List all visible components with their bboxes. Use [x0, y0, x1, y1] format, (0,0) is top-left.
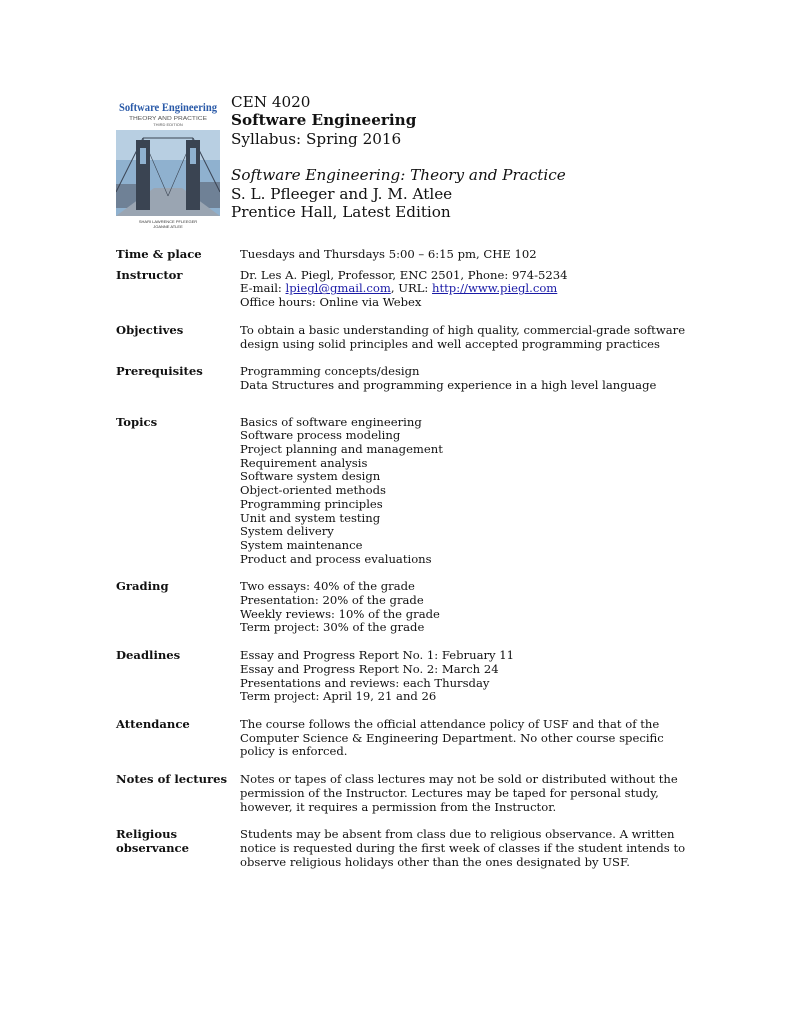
cover-subtitle: THEORY AND PRACTICE [129, 116, 208, 122]
topic-item: Basics of software engineering [240, 414, 422, 429]
section-label: Instructor [116, 267, 183, 282]
topic-item: Programming principles [240, 496, 383, 511]
office-hours: Office hours: Online via Webex [240, 295, 422, 310]
religious-line: Students may be absent from class due to religious observance. A written [240, 827, 675, 842]
grading-item: Term project: 30% of the grade [240, 620, 425, 635]
book-cover-image [116, 96, 220, 230]
section-attendance [116, 718, 676, 759]
cover-authors-line2: JOANNE ATLEE [153, 224, 183, 229]
email-prefix: E-mail: [240, 281, 286, 296]
prerequisite-item: Data Structures and programming experience in a high level language [240, 377, 657, 392]
course-header [231, 93, 566, 221]
section-grading [116, 580, 676, 635]
notes-line: however, it requires a permission from the Instructor. [240, 799, 557, 814]
deadline-item: Essay and Progress Report No. 1: February 11 [240, 648, 515, 663]
section-religious-observance [116, 827, 686, 869]
topic-item: Product and process evaluations [240, 551, 432, 566]
syllabus-sections [116, 247, 686, 869]
section-label: Attendance [116, 716, 190, 731]
topic-item: Project planning and management [240, 442, 443, 457]
religious-line: notice is requested during the first week of classes if the student intends to [240, 840, 686, 855]
section-label-line: observance [116, 840, 189, 855]
religious-line: observe religious holidays other than the ones designated by USF. [240, 854, 630, 869]
section-label: Topics [116, 414, 158, 429]
textbook-publisher: Prentice Hall, Latest Edition [231, 203, 451, 222]
section-instructor [116, 269, 676, 310]
grading-item: Presentation: 20% of the grade [240, 593, 424, 608]
attendance-line: The course follows the official attendance policy of USF and that of the [240, 716, 660, 731]
topic-item: Unit and system testing [240, 510, 381, 525]
header-spacer [231, 148, 566, 166]
attendance-line: policy is enforced. [240, 744, 348, 759]
cover-title: Software Engineering [119, 100, 217, 114]
cover-edition: THIRD EDITION [153, 122, 183, 127]
section-label: Prerequisites [116, 364, 203, 379]
section-label: Grading [116, 579, 169, 594]
section-label: Deadlines [116, 648, 181, 663]
cover-authors-line1: SHARI LAWRENCE PFLEEGER [138, 219, 198, 224]
section-label-line: Religious [116, 827, 178, 842]
section-prerequisites [116, 365, 676, 392]
section-label [116, 828, 240, 869]
section-notes-of-lectures [116, 773, 676, 814]
section-time-place [116, 248, 676, 262]
deadline-item: Term project: April 19, 21 and 26 [240, 689, 437, 704]
topic-item: System maintenance [240, 537, 363, 552]
url-prefix: , URL: [390, 281, 433, 296]
section-deadlines [116, 649, 676, 704]
section-topics [116, 416, 676, 567]
notes-line: Notes or tapes of class lectures may not be sold or distributed without the [240, 772, 678, 787]
section-label: Time & place [116, 247, 202, 261]
grading-item: Two essays: 40% of the grade [240, 579, 415, 594]
course-code: CEN 4020 [231, 93, 311, 111]
instructor-info: Dr. Les A. Piegl, Professor, ENC 2501, Phone: 974-5234 [240, 267, 568, 282]
grading-item: Weekly reviews: 10% of the grade [240, 606, 440, 621]
instructor-contact [240, 282, 676, 296]
time-place-text: Tuesdays and Thursdays 5:00 – 6:15 pm, CHE 102 [240, 247, 537, 261]
book-cover-illustration [116, 96, 220, 230]
section-objectives [116, 322, 686, 351]
topic-item: Requirement analysis [240, 455, 368, 470]
textbook-authors: S. L. Pfleeger and J. M. Atlee [231, 184, 453, 203]
section-label: Objectives [116, 322, 184, 337]
syllabus-term: Syllabus: Spring 2016 [231, 129, 402, 148]
deadline-item: Essay and Progress Report No. 2: March 24 [240, 661, 499, 676]
section-label: Notes of lectures [116, 772, 228, 787]
topic-item: Object-oriented methods [240, 483, 386, 498]
website-link[interactable]: http://www.piegl.com [432, 281, 558, 296]
textbook-title: Software Engineering: Theory and Practice [231, 166, 566, 185]
objectives-line: design using solid principles and well accepted programming practices [240, 336, 660, 351]
notes-line: permission of the Instructor. Lectures may be taped for personal study, [240, 785, 659, 800]
email-link[interactable]: lpiegl@gmail.com [285, 281, 391, 296]
prerequisite-item: Programming concepts/design [240, 364, 420, 379]
attendance-line: Computer Science & Engineering Department. No other course specific [240, 730, 664, 745]
topic-item: Software system design [240, 469, 381, 484]
course-name: Software Engineering [231, 111, 417, 130]
objectives-line: To obtain a basic understanding of high quality, commercial-grade software [240, 322, 686, 337]
topic-item: System delivery [240, 524, 334, 539]
deadline-item: Presentations and reviews: each Thursday [240, 675, 490, 690]
topic-item: Software process modeling [240, 428, 401, 443]
